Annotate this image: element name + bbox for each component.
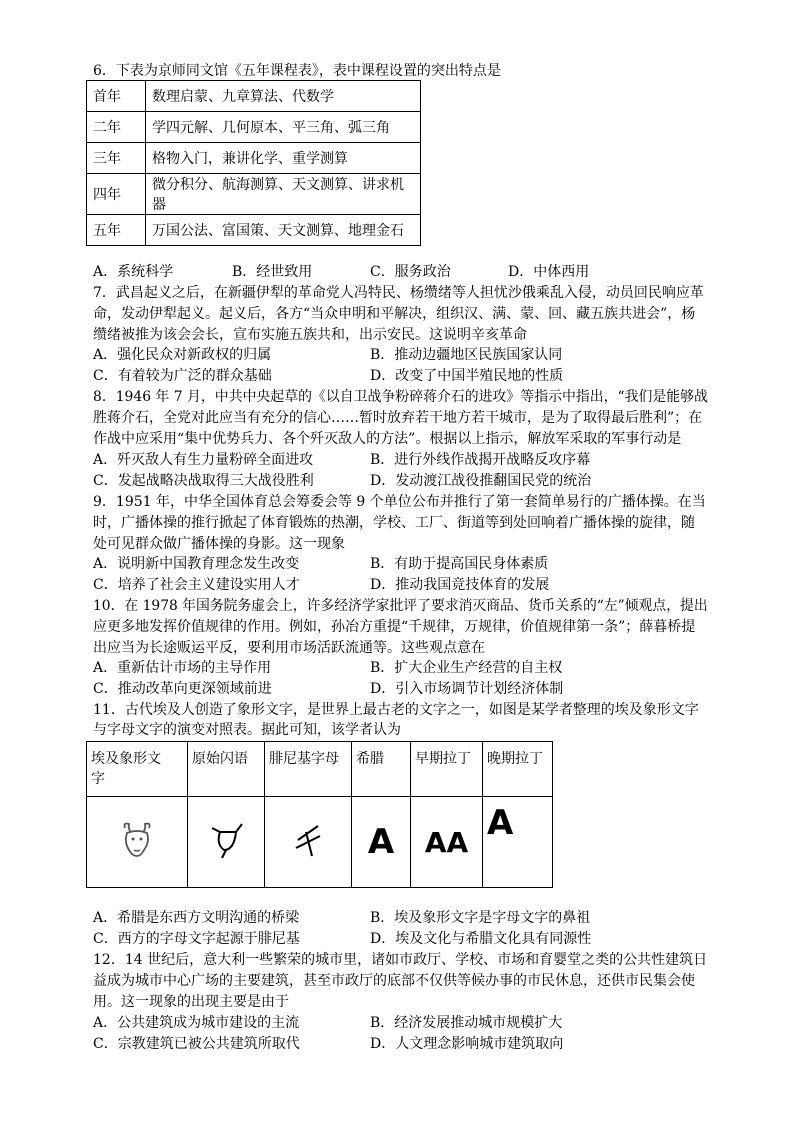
- table-cell-courses: 万国公法、富国策、天文测算、地理金石: [146, 215, 421, 246]
- q11-option-b: B．埃及象形文字是字母文字的鼻祖: [370, 910, 591, 926]
- q6-option-b: B．经世致用: [232, 264, 313, 280]
- q8-option-c: C．发起战略决战取得三大战役胜利: [93, 473, 314, 489]
- q12-option-b: B．经济发展推动城市规模扩大: [370, 1015, 563, 1031]
- early-latin-glyph: [411, 797, 483, 888]
- table-cell-year: 首年: [87, 81, 146, 112]
- late-latin-glyph: [483, 797, 553, 888]
- q8-line-3: 作战中应采用“集中优势兵力、各个歼灭敌人的方法”。根据以上指示，解放军采取的军事行动是: [93, 431, 682, 447]
- table-row: [87, 143, 421, 174]
- q9-option-b: B．有助于提高国民身体素质: [370, 556, 549, 572]
- q12-line-1: 12．14 世纪后，意大利一些繁荣的城市里，诸如市政厅、学校、市场和育婴堂之类的公共性建筑日: [93, 952, 708, 968]
- q6-curriculum-table: [86, 80, 421, 246]
- table-cell-year: 三年: [87, 143, 146, 174]
- table-cell-courses: 数理启蒙、九章算法、代数学: [146, 81, 421, 112]
- q11-option-a: A．希腊是东西方文明沟通的桥梁: [93, 910, 300, 926]
- phoenician-aleph-icon: [288, 820, 328, 860]
- q8-option-d: D．发动渡江战役推翻国民党的统治: [370, 473, 592, 489]
- proto-semitic-glyph: [188, 797, 265, 888]
- q8-line-2: 胜蒋介石，全党对此应当有充分的信心……暂时放弃若干地方若干城市，是为了取得最后胜利”；在: [93, 410, 703, 426]
- q10-option-d: D．引入市场调节计划经济体制: [370, 681, 564, 697]
- q9-line-3: 处可见群众做广播体操的身影。这一现象: [93, 536, 345, 552]
- q6-option-d: D．中体西用: [508, 264, 590, 280]
- q6-stem: 6．下表为京师同文馆《五年课程表》，表中课程设置的突出特点是: [93, 63, 501, 79]
- q10-line-3: 出应当为长途贩运平反，要利用市场活跃流通等。这些观点意在: [93, 640, 485, 656]
- q11-script-evolution-table: [86, 741, 553, 888]
- q9-option-c: C．培养了社会主义建设实用人才: [93, 577, 300, 593]
- table-row: [87, 215, 421, 246]
- q9-line-2: 时，广播体操的推行掀起了体育锻炼的热潮，学校、工厂、街道等到处回响着广播体操的旋律，随: [93, 515, 695, 531]
- table-glyph-row: [87, 797, 553, 888]
- table-row: [87, 174, 421, 215]
- egyptian-ox-glyph: [87, 797, 188, 888]
- table-header-egyptian: [87, 742, 188, 797]
- proto-semitic-aleph-icon: [206, 820, 246, 860]
- q11-option-d: D．埃及文化与希腊文化具有同源性: [370, 931, 592, 947]
- q7-option-a: A．强化民众对新政权的归属: [93, 347, 272, 363]
- q8-line-1: 8．1946 年 7 月，中共中央起草的《以自卫战争粉碎蒋介石的进攻》等指示中指出，“我们是能够战: [93, 389, 708, 405]
- greek-alpha: A: [367, 822, 395, 862]
- q10-option-c: C．推动改革向更深领域前进: [93, 681, 272, 697]
- q7-option-d: D．改变了中国半殖民地的性质: [370, 368, 564, 384]
- q12-line-3: 用。这一现象的出现主要是由于: [93, 994, 289, 1010]
- early-latin-a: AA: [424, 825, 469, 859]
- q6-option-c: C．服务政治: [370, 264, 451, 280]
- table-header-late-latin: 晚期拉丁: [483, 742, 553, 797]
- q12-line-2: 益成为城市中心广场的主要建筑，甚至市政厅的底部不仅供等候办事的市民休息，还供市民集会使: [93, 973, 695, 989]
- table-header-row: [87, 742, 553, 797]
- table-header-greek: 希腊: [352, 742, 411, 797]
- q11-option-c: C．西方的字母文字起源于腓尼基: [93, 931, 300, 947]
- q9-option-a: A．说明新中国教育理念发生改变: [93, 556, 300, 572]
- table-header-early-latin: 早期拉丁: [411, 742, 483, 797]
- q7-option-b: B．推动边疆地区民族国家认同: [370, 347, 563, 363]
- header-text: 字: [91, 771, 105, 787]
- ox-head-hieroglyph-icon: [117, 820, 157, 860]
- q7-line-1: 7．武昌起义之后，在新疆伊犁的革命党人冯特民、杨缵绪等人担忧沙俄乘乱入侵，动员回民响应革: [93, 285, 704, 301]
- table-cell-year: 四年: [87, 174, 146, 215]
- table-cell-courses: 微分积分、航海测算、天文测算、讲求机器: [146, 174, 421, 215]
- table-cell-year: 五年: [87, 215, 146, 246]
- late-latin-a: A: [487, 803, 514, 843]
- table-cell-courses: 格物入门，兼讲化学、重学测算: [146, 143, 421, 174]
- q6-option-a: A．系统科学: [93, 264, 174, 280]
- q12-option-d: D．人文理念影响城市建筑取向: [370, 1036, 564, 1052]
- header-text: 埃及象形文: [91, 751, 161, 767]
- table-header-phoenician: 腓尼基字母: [265, 742, 352, 797]
- phoenician-glyph: [265, 797, 352, 888]
- q10-line-2: 应更多地发挥价值规律的作用。例如，孙冶方重提“千规律，万规律，价值规律第一条”；薛暮桥提: [93, 619, 696, 635]
- q7-line-3: 缵绪被推为该会会长，宣布实施五族共和，出示安民。这说明辛亥革命: [93, 327, 527, 343]
- q9-line-1: 9．1951 年，中华全国体育总会筹委会等 9 个单位公布并推行了第一套简单易行的广播体操。在当: [93, 494, 706, 510]
- q9-option-d: D．推动我国竞技体育的发展: [370, 577, 550, 593]
- q8-option-b: B．进行外线作战揭开战略反攻序幕: [370, 452, 591, 468]
- q11-line-1: 11．古代埃及人创造了象形文字，是世界上最古老的文字之一，如图是某学者整理的埃及象形文字: [93, 702, 699, 718]
- q10-option-a: A．重新估计市场的主导作用: [93, 660, 272, 676]
- table-row: [87, 112, 421, 143]
- q11-line-2: 与字母文字的演变对照表。据此可知，该学者认为: [93, 722, 401, 738]
- q10-line-1: 10．在 1978 年国务院务虚会上，许多经济学家批评了要求消灭商品、货币关系的“左”倾观点，提出: [93, 598, 708, 614]
- table-header-proto-semitic: 原始闪语: [188, 742, 265, 797]
- q8-option-a: A．歼灭敌人有生力量粉碎全面进攻: [93, 452, 314, 468]
- q7-option-c: C．有着较为广泛的群众基础: [93, 368, 272, 384]
- greek-glyph: [352, 797, 411, 888]
- table-row: [87, 81, 421, 112]
- table-cell-courses: 学四元解、几何原本、平三角、弧三角: [146, 112, 421, 143]
- q10-option-b: B．扩大企业生产经营的自主权: [370, 660, 563, 676]
- q12-option-c: C．宗教建筑已被公共建筑所取代: [93, 1036, 300, 1052]
- q7-line-2: 命，发动伊犁起义。起义后，各方“当众申明和平解决，组织汉、满、蒙、回、藏五族共进会”，杨: [93, 306, 696, 322]
- q12-option-a: A．公共建筑成为城市建设的主流: [93, 1015, 300, 1031]
- table-cell-year: 二年: [87, 112, 146, 143]
